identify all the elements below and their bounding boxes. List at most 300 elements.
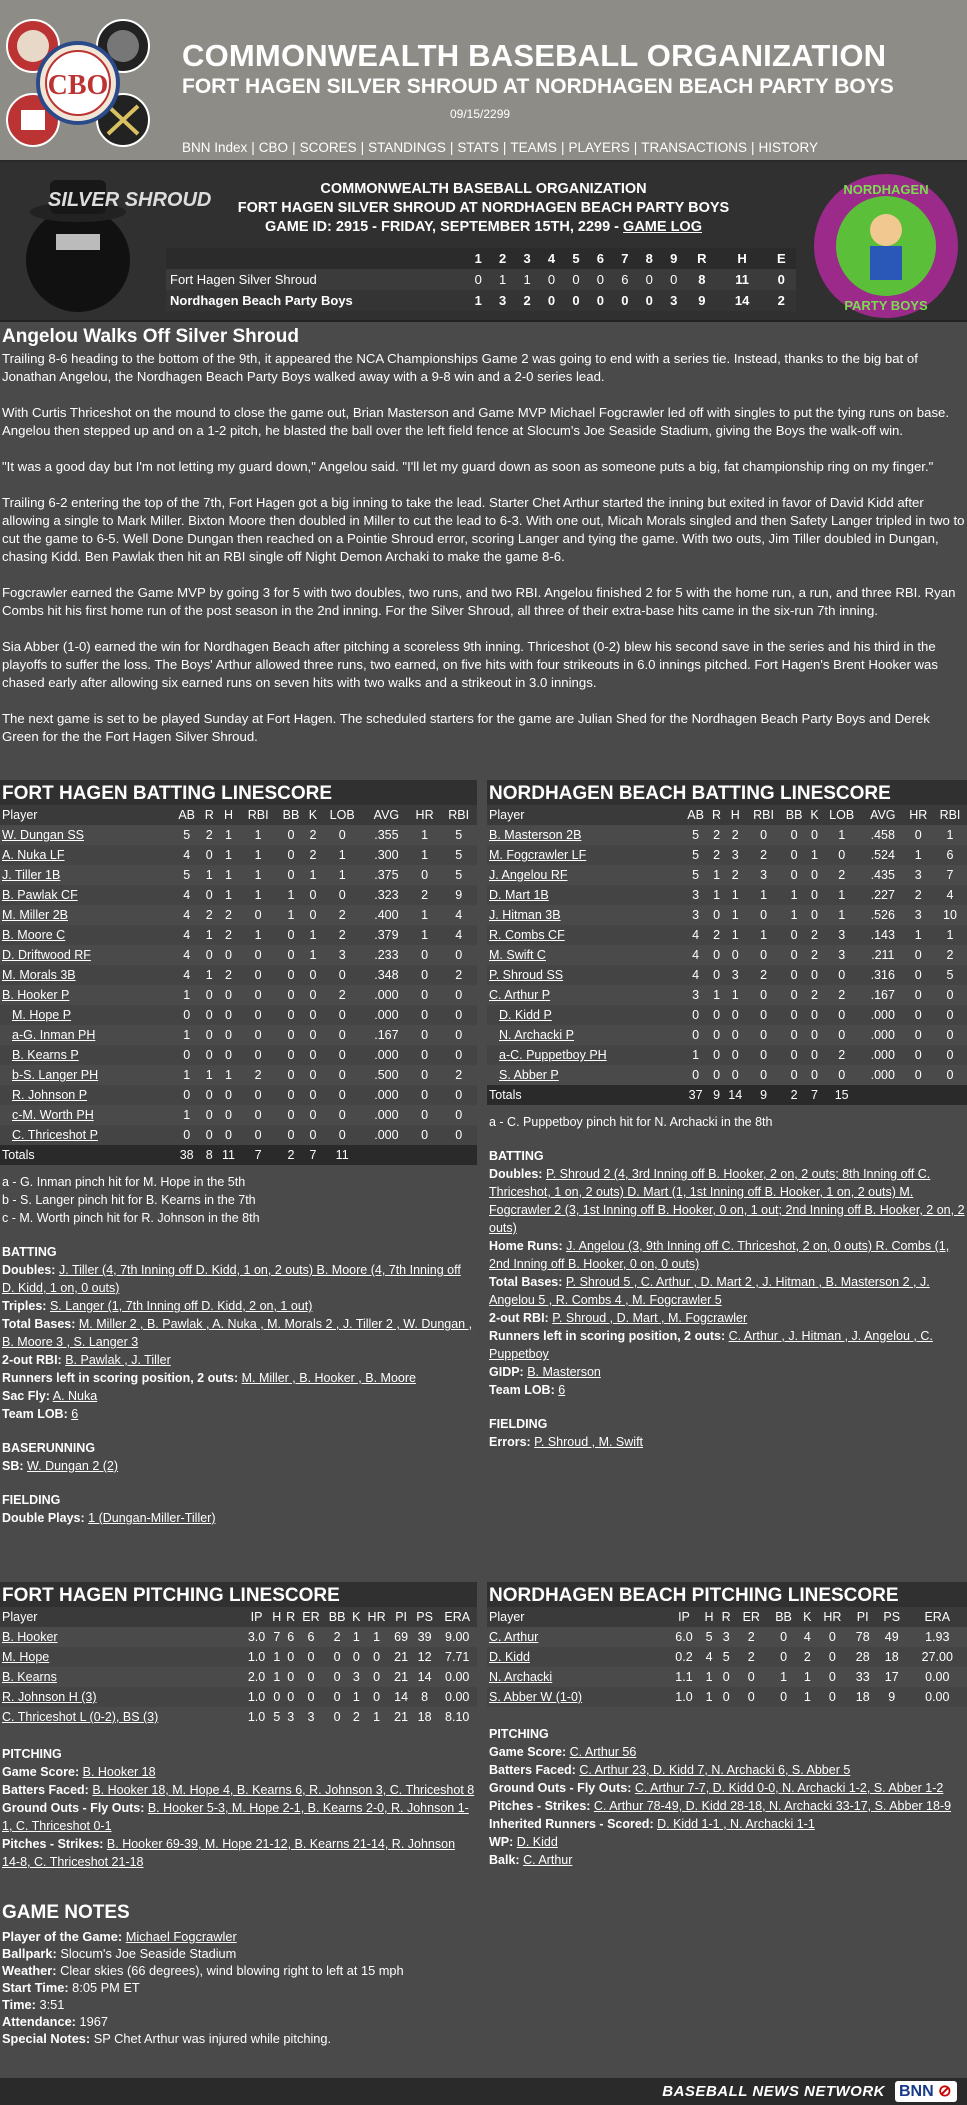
stat-cell: 0 [217,1005,240,1025]
player-cell[interactable] [487,825,682,845]
stat-cell: 0 [724,1005,747,1025]
stat-cell: 0 [276,1125,305,1145]
stat-note-label: Triples: [2,1299,47,1313]
stat-cell: 0 [320,1045,364,1065]
totals-cell: 8 [201,1145,217,1165]
table-row [487,845,967,865]
stat-note-label: Sac Fly: [2,1389,50,1403]
stat-note-value[interactable]: B. Pawlak , J. Tiller [65,1353,171,1367]
stat-cell: 1 [709,885,724,905]
linescore-team-name[interactable]: Nordhagen Beach Party Boys [170,293,353,308]
linescore-home-row [166,290,796,311]
stat-cell: 1 [747,885,781,905]
player-cell[interactable] [487,1065,682,1085]
stat-cell: 3 [692,988,700,1002]
stat-cell: 0 [217,1085,240,1105]
player-cell[interactable] [0,1125,172,1145]
player-link[interactable]: D. Kidd P [499,1008,552,1022]
stat-note-label: Pitches - Strikes: [489,1799,591,1813]
stat-note [2,1351,475,1369]
stat-cell: 0 [731,1068,739,1082]
stat-cell: 0 [440,1125,477,1145]
game-note-value: SP Chet Arthur was injured while pitching. [93,2031,332,2046]
player-link[interactable]: B. Hooker [2,1630,58,1644]
stat-cell: 2 [455,1068,463,1082]
stat-note-value[interactable]: C. Arthur 23, D. Kidd 7, N. Archacki 6, S. Abber 5 [579,1763,851,1777]
player-cell[interactable] [0,885,172,905]
stat-note-value[interactable]: S. Langer (1, 7th Inning off D. Kidd, 2 on, 1 out) [49,1299,313,1313]
player-cell[interactable] [0,985,172,1005]
stat-cell: 2 [306,845,321,865]
linescore-team-name[interactable]: Fort Hagen Silver Shroud [170,272,317,287]
stat-cell: 1 [904,845,933,865]
stat-cell: .316 [862,965,904,985]
stat-note-value[interactable]: D. Kidd 1-1 , N. Archacki 1-1 [657,1817,815,1831]
nb-batting-table [487,805,967,1105]
player-cell[interactable] [0,1687,243,1707]
player-link[interactable]: J. Tiller 1B [2,868,61,882]
player-cell[interactable] [0,1667,243,1687]
player-link[interactable]: B. Masterson 2B [489,828,582,842]
totals-cell: 11 [320,1145,364,1165]
stat-cell: 3 [914,908,922,922]
linescore-header-cell [166,248,466,269]
player-cell[interactable] [487,905,682,925]
player-link[interactable]: M. Swift C [489,948,546,962]
totals-cell: 2 [276,1145,305,1165]
nav-link[interactable]: HISTORY [758,140,819,155]
stat-cell: 0 [172,1005,201,1025]
stat-cell: 0 [254,1108,262,1122]
stat-cell: .000 [364,1085,409,1105]
stat-cell: 0 [338,828,346,842]
linescore-cell: 3 [670,293,678,308]
column-header: BB [781,805,808,825]
linescore-header-cell: 7 [621,251,629,266]
stat-note-value[interactable]: B. Hooker 69-39, M. Hope 21-12, B. Kearns 21-14, R. Johnson 14-8, C. Thriceshot 21-18 [2,1837,456,1869]
stat-cell: 1 [700,1687,717,1707]
stat-note [489,1779,965,1797]
game-note-value: Clear skies (66 degrees), wind blowing right to left at 15 mph [60,1963,404,1978]
player-link[interactable]: D. Mart 1B [489,888,549,902]
player-link[interactable]: C. Arthur [489,1630,539,1644]
table-row [0,1687,477,1707]
stat-note-value[interactable]: W. Dungan 2 (2) [27,1459,119,1473]
column-header: PI [390,1607,411,1627]
stat-cell: 5 [692,828,700,842]
player-link[interactable]: P. Shroud SS [489,968,564,982]
stat-cell: 9 [440,885,477,905]
nav-link[interactable]: SCORES [299,140,357,155]
player-link[interactable]: C. Thriceshot P [12,1128,98,1142]
player-cell[interactable] [487,1667,667,1687]
player-link[interactable]: C. Arthur P [489,988,551,1002]
player-cell[interactable] [0,925,172,945]
totals-cell: Totals [0,1145,172,1165]
player-cell[interactable] [0,865,172,885]
player-link[interactable]: N. Archacki [489,1670,553,1684]
player-link[interactable]: R. Johnson P [12,1088,88,1102]
player-cell[interactable] [487,1005,682,1025]
column-header: IP [243,1607,270,1627]
fh-pitching-table [0,1607,477,1727]
player-link[interactable]: c-M. Worth PH [12,1108,94,1122]
stat-cell: 0 [455,988,463,1002]
stat-cell: 0.00 [925,1670,950,1684]
player-cell[interactable] [487,1045,682,1065]
player-cell[interactable] [487,1687,667,1707]
fh-batting-title: FORT HAGEN BATTING LINESCORE [0,780,477,805]
player-cell[interactable] [0,1627,243,1647]
stat-cell: 0 [781,1005,808,1025]
player-link[interactable]: R. Combs CF [489,928,565,942]
stat-cell: 0 [309,1028,317,1042]
stat-cell: 0 [409,1005,441,1025]
stat-cell: 1 [409,925,441,945]
linescore-header-cell: 8 [645,251,653,266]
stat-cell: 0 [276,1045,305,1065]
stat-cell: 0 [946,988,954,1002]
player-link[interactable]: J. Hitman 3B [489,908,561,922]
column-header: LOB [821,805,862,825]
stat-cell: 1 [183,1108,191,1122]
stat-note-label: Balk: [489,1853,520,1867]
player-link[interactable]: M. Hope [2,1650,50,1664]
stat-note-value[interactable]: C. Arthur 56 [569,1745,637,1759]
stat-cell: 1 [780,1670,788,1684]
game-date: 09/15/2299 [450,107,511,121]
stat-cell: 78 [855,1630,870,1644]
stat-note-value[interactable]: P. Shroud , M. Swift [534,1435,644,1449]
player-cell[interactable] [0,905,172,925]
nav-link[interactable]: CBO [258,140,289,155]
stat-cell: 2 [205,828,213,842]
stat-cell: 4 [183,948,191,962]
totals-cell: 37 [682,1085,709,1105]
stat-cell: 5 [705,1630,713,1644]
stat-note-value[interactable]: C. Arthur , J. Hitman , J. Angelou , C. Puppetboy [489,1329,933,1361]
stat-cell: 1 [803,1670,811,1684]
stat-note-value[interactable]: M. Miller , B. Hooker , B. Moore [241,1371,416,1385]
linescore-cell: 1 [474,293,482,308]
player-cell[interactable] [0,1707,243,1727]
stat-note-value[interactable]: J. Angelou (3, 9th Inning off C. Thriceshot, 2 on, 0 outs) R. Combs (1, 2nd Inning off B. Hooker, 0 on, 0 outs) [489,1239,950,1271]
player-cell[interactable] [0,945,172,965]
stat-cell: 0 [914,1028,922,1042]
stat-note-value[interactable]: M. Miller 2 , B. Pawlak , A. Nuka , M. Morals 2 , J. Tiller 2 , W. Dungan , B. Moore 3 , S. Langer 3 [2,1317,473,1349]
stat-cell: .143 [862,925,904,945]
player-link[interactable]: a-C. Puppetboy PH [499,1048,607,1062]
player-cell[interactable] [0,965,172,985]
linescore-cell: 0 [645,293,653,308]
linescore-header-cell: 6 [596,251,605,266]
player-cell[interactable] [487,1647,667,1667]
column-header: ER [298,1607,325,1627]
player-link[interactable]: B. Moore C [2,928,66,942]
stat-cell: 0 [440,1045,477,1065]
stat-cell: 18 [876,1647,908,1667]
stat-cell: 0 [747,1045,781,1065]
stat-cell: 0 [201,1125,217,1145]
player-link[interactable]: S. Abber P [499,1068,559,1082]
player-cell[interactable] [0,1085,172,1105]
stat-cell: .211 [871,948,895,962]
stat-cell: 0 [205,948,213,962]
stat-cell: 0 [276,845,305,865]
stat-note-value[interactable]: B. Hooker 18, M. Hope 4, B. Kearns 6, R. Johnson 3, C. Thriceshot 8 [92,1783,475,1797]
stat-cell: 0 [201,1005,217,1025]
totals-cell: 38 [172,1145,201,1165]
player-link[interactable]: M. Miller 2B [2,908,68,922]
column-header: AB [682,805,709,825]
nb-batting-section [487,780,967,1453]
player-link[interactable]: a-G. Inman PH [12,1028,96,1042]
stat-cell: 0 [747,1670,755,1684]
stat-note-value[interactable]: C. Arthur 7-7, D. Kidd 0-0, N. Archacki 1-2, S. Abber 1-2 [634,1781,944,1795]
player-link[interactable]: W. Dungan SS [2,828,84,842]
player-cell[interactable] [0,825,172,845]
stat-cell: 0 [409,1125,441,1145]
table-row [487,925,967,945]
stat-cell: 0 [790,1068,798,1082]
stat-cell: 2 [808,925,822,945]
stat-cell: 4 [172,925,201,945]
stat-cell: .000 [870,1028,895,1042]
stat-note-value[interactable]: A. Nuka [52,1389,98,1403]
column-header: Player [487,805,682,825]
player-link[interactable]: b-S. Langer PH [12,1068,99,1082]
nav-separator: | [449,140,454,155]
player-link[interactable]: M. Morals 3B [2,968,76,982]
stat-note-value[interactable]: C. Arthur [523,1853,573,1867]
player-cell[interactable] [0,1045,172,1065]
stat-cell: 1 [201,965,217,985]
column-header: K [306,805,321,825]
stat-cell: 0 [760,828,768,842]
game-banner [0,162,967,322]
totals-row [0,1145,477,1165]
game-log-link[interactable]: GAME LOG [623,219,702,235]
player-link[interactable]: N. Archacki P [499,1028,575,1042]
stat-note-label: Runners left in scoring position, 2 outs: [489,1329,726,1343]
stat-note-value[interactable]: 6 [71,1407,79,1421]
player-cell[interactable] [0,1105,172,1125]
stat-cell: 1 [225,1068,232,1082]
player-cell[interactable] [487,865,682,885]
stat-cell: .300 [364,845,409,865]
stat-cell: 0 [333,1710,341,1724]
stat-cell: .167 [374,1028,399,1042]
stat-cell: 2 [811,988,818,1002]
stat-cell: 4 [682,925,709,945]
stat-cell: 0 [904,1045,933,1065]
stat-cell: 0 [933,1005,967,1025]
player-cell[interactable] [487,945,682,965]
stat-cell: 1.0 [243,1647,270,1667]
stat-cell: 0 [692,1028,700,1042]
stat-cell: 1 [713,988,721,1002]
stat-cell: 0 [333,1670,341,1684]
stat-cell: 0 [363,1647,391,1667]
player-link[interactable]: M. Fogcrawler LF [489,848,587,862]
game-note-label: Special Notes: [2,2031,91,2046]
stat-cell: 2 [709,925,724,945]
nav-link[interactable]: STANDINGS [368,140,446,155]
table-row [487,1065,967,1085]
player-cell[interactable] [487,965,682,985]
linescore-cell: 0 [547,272,556,287]
player-cell[interactable] [487,1627,667,1647]
stat-cell: 2 [821,1045,862,1065]
stat-cell: 5 [692,868,700,882]
player-link[interactable]: J. Angelou RF [489,868,568,882]
stat-cell: 0 [324,1687,350,1707]
stat-cell: 1.0 [247,1710,266,1724]
player-cell[interactable] [0,1005,172,1025]
player-cell[interactable] [487,845,682,865]
stat-note-value[interactable]: P. Shroud , D. Mart , M. Fogcrawler [552,1311,748,1325]
stat-cell: 0 [790,988,798,1002]
stat-note [2,1261,475,1297]
linescore-header [166,248,796,269]
player-cell[interactable] [487,985,682,1005]
nav-link[interactable]: TEAMS [510,140,557,155]
stat-cell: .500 [374,1068,399,1082]
stat-cell: 1 [373,1630,381,1644]
totals-cell: 11 [217,1145,240,1165]
fh-pitching-title: FORT HAGEN PITCHING LINESCORE [0,1582,477,1607]
player-link[interactable]: D. Driftwood RF [2,948,91,962]
stat-cell: 0 [307,1670,315,1684]
stat-note-value[interactable]: B. Hooker 5-3, M. Hope 2-1, B. Kearns 2-0, R. Johnson 1-1, C. Thriceshot 0-1 [2,1801,469,1833]
stat-cell: 0 [821,1005,862,1025]
nav-link[interactable]: STATS [457,140,499,155]
stat-note-value[interactable]: 1 (Dungan-Miller-Tiller) [88,1511,216,1525]
table-row [0,1045,477,1065]
party-boys-logo[interactable] [812,172,960,320]
stat-cell: 5 [933,965,967,985]
nav-link[interactable]: TRANSACTIONS [641,140,748,155]
game-note-value[interactable]: Michael Fogcrawler [125,1929,237,1944]
stat-cell: 2 [217,925,240,945]
totals-cell [440,1145,477,1165]
player-link[interactable]: C. Thriceshot L (0-2), BS (3) [2,1710,159,1724]
player-cell[interactable] [487,1025,682,1045]
player-link[interactable]: A. Nuka LF [2,848,65,862]
stat-note-value[interactable]: J. Tiller (4, 7th Inning off D. Kidd, 1 on, 2 outs) B. Moore (4, 7th Inning off D. Kidd, 1 on, 0 outs) [2,1263,461,1295]
table-header-row [487,805,967,825]
player-cell[interactable] [0,1647,243,1667]
bnn-logo[interactable] [895,2081,957,2102]
table-row [0,1667,477,1687]
game-note-value: Slocum's Joe Seaside Stadium [60,1946,237,1961]
nav-link[interactable]: BNN Index [182,140,248,155]
table-row [0,825,477,845]
stat-cell: 0 [760,1068,768,1082]
stat-cell: 3.0 [247,1630,266,1644]
stat-note-label: Inherited Runners - Scored: [489,1817,654,1831]
player-link[interactable]: S. Abber W (1-0) [489,1690,583,1704]
stat-note-value[interactable]: P. Shroud 2 (4, 3rd Inning off B. Hooker, 2 on, 2 outs; 8th Inning off C. Thriceshot, 1 on, 2 outs) D. Mart (1, 1st Inning off B. Hooker, 1 on, 2 outs) M. Fogcrawler 2 (3, 1st Inning off B. Hooker, 0 on, 1 out; 2nd Inning off B. Hooker, 2 on, 2 outs) [489,1167,965,1235]
column-header: BB [276,805,305,825]
player-link[interactable]: B. Kearns [2,1670,57,1684]
player-cell[interactable] [487,925,682,945]
player-link[interactable]: B. Kearns P [12,1048,79,1062]
player-cell[interactable] [0,1065,172,1085]
stat-cell: .524 [862,845,904,865]
stat-note [2,1763,475,1781]
stat-cell: 0 [284,1687,298,1707]
player-link[interactable]: B. Hooker P [2,988,70,1002]
stat-note-value[interactable]: B. Masterson [527,1365,601,1379]
stat-cell: 0 [240,1085,277,1105]
player-cell[interactable] [0,1025,172,1045]
table-row [0,885,477,905]
stat-cell: 0 [421,1108,429,1122]
stat-cell: 0 [781,965,808,985]
player-link[interactable]: B. Pawlak CF [2,888,78,902]
stat-cell: 0 [815,1687,849,1707]
nav-link[interactable]: PLAYERS [568,140,630,155]
stat-cell: 5 [455,868,463,882]
linescore-cell: 0 [547,293,556,308]
stat-cell: 0.00 [437,1687,477,1707]
stat-cell: 2 [904,885,933,905]
batting-heading: BATTING [489,1149,544,1163]
stat-note-value[interactable]: P. Shroud 5 , C. Arthur , D. Mart 2 , J. Hitman , B. Masterson 2 , J. Angelou 5 , R. Combs 4 , M. Fogcrawler 5 [489,1275,930,1307]
player-link[interactable]: D. Kidd [489,1650,530,1664]
stat-cell: .000 [870,1068,895,1082]
stat-cell: 1 [838,908,846,922]
stat-cell: 0 [790,948,798,962]
player-link[interactable]: R. Johnson H (3) [2,1690,97,1704]
stat-note-value[interactable]: D. Kidd [516,1835,558,1849]
stat-cell: 0 [811,908,818,922]
player-cell[interactable] [487,885,682,905]
linescore-table [166,248,796,311]
stat-note-value[interactable]: 6 [558,1383,566,1397]
stat-note-value[interactable]: B. Hooker 18 [82,1765,156,1779]
stat-note-label: Total Bases: [489,1275,563,1289]
player-cell[interactable] [0,845,172,865]
stat-cell: 0 [760,908,768,922]
cbo-logo[interactable] [3,14,153,152]
stat-cell: 3 [352,1670,360,1684]
totals-cell [409,1145,441,1165]
stat-cell: 3 [724,845,747,865]
stat-note [489,1433,965,1451]
table-row [0,1065,477,1085]
linescore-cell: 2 [523,293,531,308]
batting-heading: BATTING [2,1245,57,1259]
stat-cell: 0 [409,965,441,985]
game-note-row [2,1979,965,1996]
stat-note-label: Batters Faced: [489,1763,576,1777]
stat-note-value[interactable]: C. Arthur 78-49, D. Kidd 28-18, N. Archacki 33-17, S. Abber 18-9 [593,1799,952,1813]
player-link[interactable]: M. Hope P [12,1008,72,1022]
stat-note-label: Doubles: [2,1263,56,1277]
table-row [0,845,477,865]
table-row [0,865,477,885]
stat-cell: 0 [287,828,295,842]
game-note-row [2,1945,965,1962]
game-note-label: Time: [2,1997,36,2012]
stat-cell: 1 [183,1068,191,1082]
notes-heading: PITCHING [489,1727,549,1741]
table-row [0,1125,477,1145]
game-notes-title: GAME NOTES [2,1902,130,1923]
nav-separator: | [751,140,755,155]
